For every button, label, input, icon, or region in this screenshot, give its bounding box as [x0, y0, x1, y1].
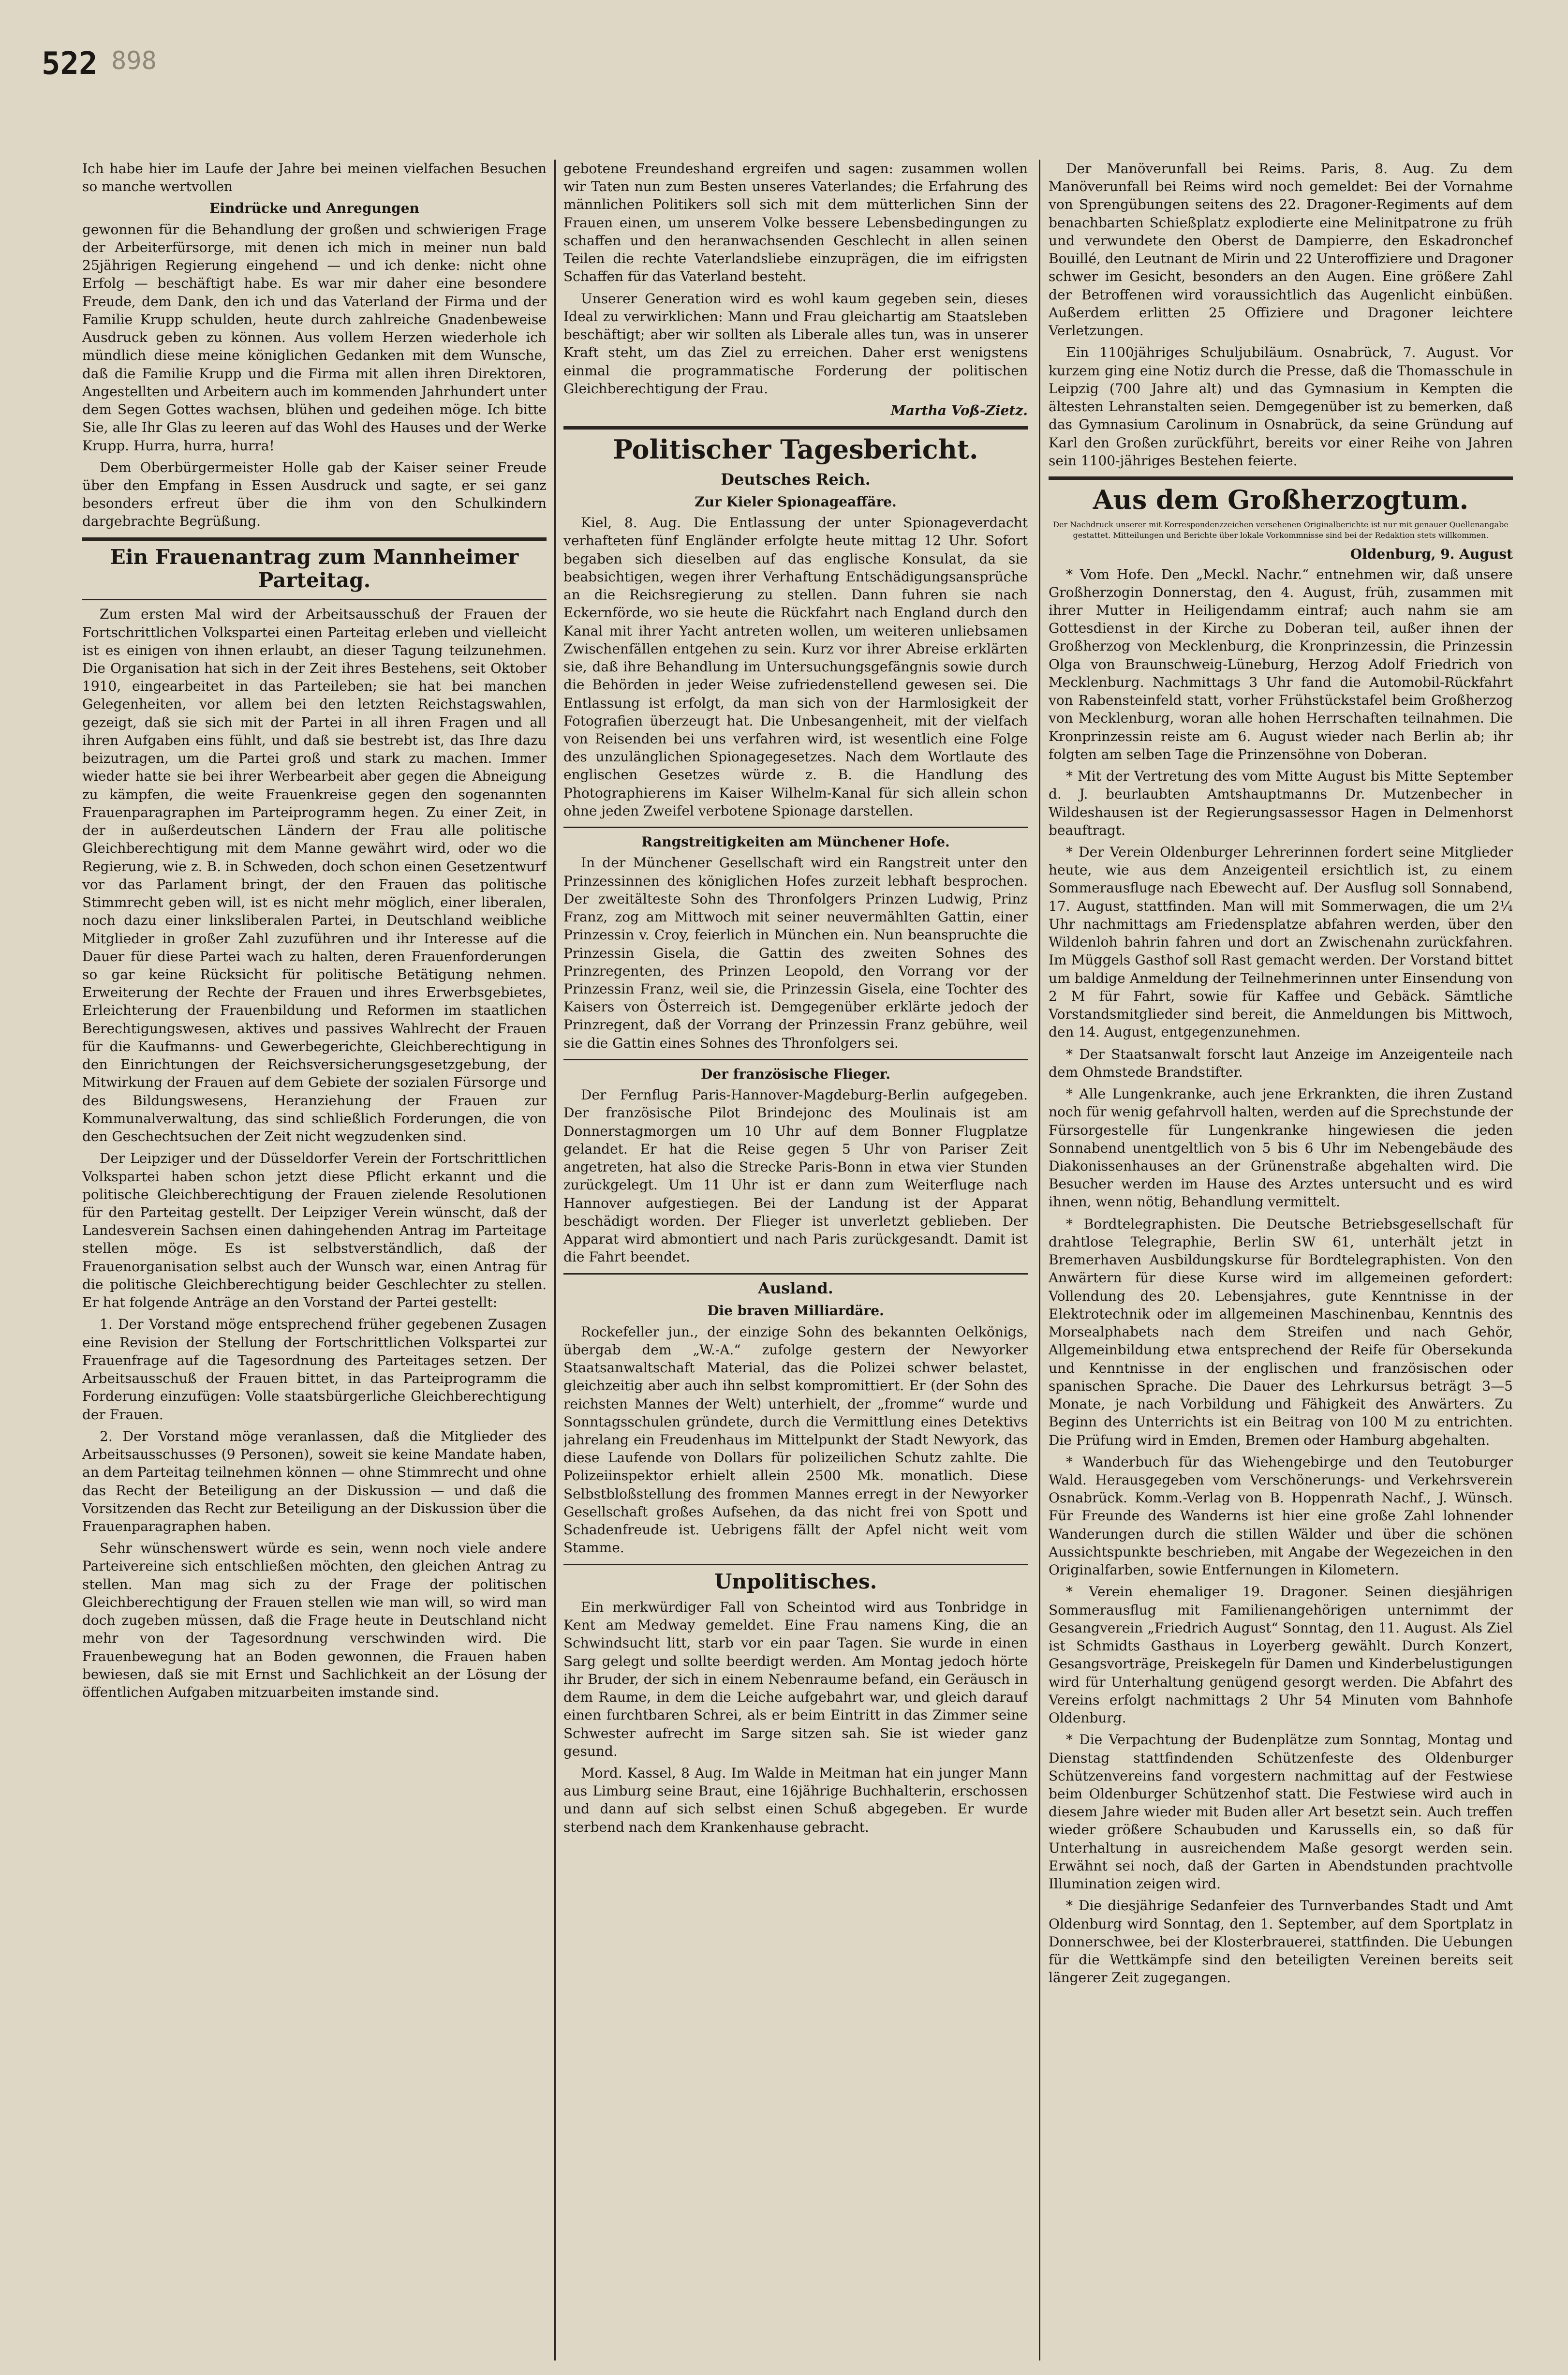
article-text: Rockefeller jun., der einzige Sohn des bekannten Oelkönigs, übergab dem „W.-A.“ zufolge gestern der Newyorker Staatsanwaltschaft Material, das die Polizei schwer belastet, gleichzeitig aber auch ihn selbst kompromittiert. Er (der Sohn des reichsten Mannes der Welt) unterhielt, der „fromme“ wurde und Sonntagsschulen gründete, durch die Vermittlung eines Detektivs jahrelang ein Freudenhaus im Mittelpunkt der Stadt Newyork, das diese Laufende von Dollars für polizeilichen Schutz zahlte. Die Polizeiinspektor erhielt allein 2500 Mk. monatlich. Diese Selbstbloßstellung des frommen Mannes erregt in der Newyorker Gesellschaft großes Aufsehen, da das nicht frei von Spott und Schadenfreude ist. Uebrigens fällt der Apfel nicht weit vom Stamme. — [563, 1323, 1028, 1556]
item-heading: Zur Kieler Spionageaffäre. — [695, 493, 897, 510]
divider — [563, 1273, 1028, 1275]
article-text: Der Fernflug Paris-Hannover-Magdeburg-Berlin aufgegeben. Der französische Pilot Brindejonc des Moulinais ist am Donnerstagmorgen um 10 Uhr auf dem Bonner Flugplatze gelandet. Er hat die Reise gegen 5 Uhr von Pariser Zeit angetreten, hat also die Strecke Paris-Bonn in etwa vier Stunden zurückgelegt. Um 11 Uhr ist er dann zum Weiterfluge nach Hannover aufgestiegen. Bei der Landung ist der Apparat beschädigt worden. Der Flieger ist unverletzt geblieben. Der Apparat wird abmontiert und nach Paris zurückgesandt. Damit ist die Fahrt beendet. — [563, 1087, 1028, 1265]
divider — [563, 1564, 1028, 1565]
section-headline: Politischer Tagesbericht. — [613, 434, 978, 465]
divider — [563, 1059, 1028, 1060]
article-text: 1. Der Vorstand möge entsprechend früher gegebenen Zusagen eine Revision der Stellung der Fortschrittlichen Volkspartei zur Frauenfrage auf die Tagesordnung des Parteitages setzen. Der Arbeitsausschuß der Frauen bittet, in das Parteiprogramm die Forderung einzufügen: Volle staatsbürgerliche Gleichberechtigung der Frauen. — [82, 1316, 547, 1423]
news-item: * Die Verpachtung der Budenplätze zum Sonntag, Montag und Dienstag stattfindenden Schützenfeste des Oldenburger Schützenvereins fand vorgestern nachmittag auf der Festwiese beim Oldenburger Schützenhof statt. Die Festwiese wird auch in diesem Jahre wieder mit Buden aller Art besetzt sein. Auch treffen wieder größere Schaubuden und Karussells ein, so daß für Unterhaltung in ausreichendem Maße gesorgt werden sein. Erwähnt sei noch, daß der Garten in Abendstunden prachtvolle Illumination zeigen wird. — [1049, 1732, 1513, 1892]
news-item: * Alle Lungenkranke, auch jene Erkrankten, die ihren Zustand noch für wenig gefahrvoll halten, werden auf die Sprechstunde der Fürsorgestelle für Lungenkranke hingewiesen die jeden Sonnabend unentgeltlich von 5 bis 6 Uhr im Nebengebäude des Diakonissenhauses an der Grünenstraße abgehalten wird. Die Besucher werden im Hause des Arztes untersucht und es wird ihnen, wenn nötig, Behandlung vermittelt. — [1049, 1086, 1513, 1210]
column-2 — [563, 160, 1028, 2365]
news-item: * Der Verein Oldenburger Lehrerinnen fordert seine Mitglieder heute, wie aus dem Anzeigenteil ersichtlich ist, zu einem Sommerausfluge nach Ebewecht auf. Der Ausflug soll Sonnabend, 17. August, stattfinden. Man will mit Sommerwagen, die um 2¼ Uhr nachmittags am Friedensplatze abfahren werden, über den Wildenloh bahrin fahren und dort an Zwischenahn zurückfahren. Im Müggels Gasthof soll Rast gemacht werden. Der Vorstand bittet um baldige Anmeldung der Teilnehmerinnen unter Einsendung von 2 M für Fahrt, sowie für Kaffee und Gebäck. Sämtliche Vorstandsmitglieder sind bereit, die Anmeldungen bis Mittwoch, den 14. August, entgegenzunehmen. — [1049, 844, 1513, 1040]
reprint-note: Der Nachdruck unserer mit Korrespondenzzeichen versehenen Originalberichte ist nur mit genauer Quellenangabe gestattet. Mitteilungen und Berichte über lokale Vorkommnisse sind bei der Redaktion stets willkommen. — [1053, 520, 1509, 540]
article-text: Ich habe hier im Laufe der Jahre bei meinen vielfachen Besuchen so manche wertvollen — [82, 161, 547, 195]
article-text: Kiel, 8. Aug. Die Entlassung der unter Spionageverdacht verhafteten fünf Engländer erfolgte heute mittag 12 Uhr. Sofort begaben sich dieselben auf das englische Konsulat, da sie beabsichtigen, wegen ihrer Verhaftung Entschädigungsansprüche an die Reichsregierung zu stellen. Dann fuhren sie nach Eckernförde, wo sie heute die Rückfahrt nach England durch den Kanal mit ihrer Yacht antreten wollen, um weiteren unliebsamen Zwischenfällen entgehen zu sein. Kurz vor ihrer Abreise erklärten sie, daß ihre Behandlung im Untersuchungsgefängnis sowie durch die Behörden in jeder Weise zufriedenstellend gewesen sei. Die Entlassung ist erfolgt, da man sich von der Harmlosigkeit der Fotografien überzeugt hat. Die Unbesangenheit, mit der vielfach von Reisenden bei uns verfahren wird, ist wesentlich eine Folge des unzulänglichen Spionagegesetzes. Nach dem Wortlaute des englischen Gesetzes würde z. B. die Handlung des Photographierens im Kaiser Wilhelm-Kanal für sich allein schon ohne jeden Zweifel verbotene Spionage darstellen. — [563, 515, 1028, 819]
column-rule — [554, 160, 556, 2360]
section-headline: Ausland. — [758, 1278, 833, 1297]
news-item: * Der Staatsanwalt forscht laut Anzeige im Anzeigenteile nach dem Ohmstede Brandstifter. — [1049, 1046, 1513, 1080]
section-subheading: Deutsches Reich. — [721, 470, 871, 489]
section-headline: Aus dem Großherzogtum. — [1093, 484, 1469, 515]
article-text: Unserer Generation wird es wohl kaum gegeben sein, dieses Ideal zu verwirklichen: Mann und Frau gleichartig am Staatsleben beschäftigt; aber wir sollten als Liberale alles tun, was in unserer Kraft steht, um das Ziel zu erreichen. Daher erst wenigstens einmal die programmatische Forderung der politischen Gleichberechtigung der Frau. — [563, 290, 1028, 397]
article-text: Ein 1100jähriges Schuljubiläum. Osnabrück, 7. August. Vor kurzem ging eine Notiz durch die Presse, daß die Thomasschule in Leipzig (700 Jahre alt) und das Gymnasium in Kempten die ältesten Lehranstalten seien. Demgegenüber ist zu bemerken, daß das Gymnasium Carolinum in Osnabrück, da seine Gründung auf Karl den Großen zurückführt, bereits vor einer Reihe von Jahren sein 1100-jähriges Bestehen feierte. — [1049, 344, 1513, 469]
author-signature: Martha Voß-Zietz. — [890, 402, 1028, 419]
news-item: * Verein ehemaliger 19. Dragoner. Seinen diesjährigen Sommerausflug mit Familienangehörigen unternimmt der Gesangverein „Friedrich August“ Sonntag, den 11. August. Als Ziel ist Schmidts Gasthaus in Loyerberg gewählt. Durch Konzert, Gesangsvorträge, Preiskegeln für Damen und Kinderbelustigungen wird für Unterhaltung genügend gesorgt werden. Die Abfahrt des Vereins erfolgt nachmittags 2 Uhr 54 Minuten vom Bahnhofe Oldenburg. — [1049, 1584, 1513, 1726]
article-text: Der Manöverunfall bei Reims. Paris, 8. Aug. Zu dem Manöverunfall bei Reims wird noch gemeldet: Bei der Vornahme von Sprengübungen seitens des 22. Dragoner-Regiments auf dem benachbarten Schießplatz explodierte eine Melinitpatrone zu früh und verwundete den Oberst de Dampierre, den Eskadronchef Bouillé, den Leutnant de Mirin und 22 Unteroffiziere und Dragoner schwer im Gesicht, besonders an den Augen. Eine größere Zahl der Betroffenen wird voraussichtlich das Augenlicht einbüßen. Außerdem erlitten 25 Offiziere und Dragoner leichtere Verletzungen. — [1049, 161, 1513, 339]
item-heading: Die braven Milliardäre. — [707, 1303, 884, 1319]
article-text: Der Leipziger und der Düsseldorfer Verein der Fortschrittlichen Volkspartei haben schon jetzt diese Pflicht erkannt und die politische Gleichberechtigung der Frauen zielende Resolutionen für den Parteitag gestellt. Der Leipziger Verein wünscht, daß der Landesverein Sachsen einen dahingehenden Antrag im Parteitage stellen möge. Es ist selbstverständlich, daß der Frauenorganisation selbst auch der Wunsch war, einen Antrag für die politische Gleichberechtigung beider Geschlechter zu stellen. Er hat folgende Anträge an den Vorstand der Partei gestellt: — [82, 1150, 547, 1311]
article-text: Mord. Kassel, 8 Aug. Im Walde in Meitman hat ein junger Mann aus Limburg seine Braut, eine 16jährige Buchhalterin, erschossen und dann auf sich selbst einen Schuß abgegeben. Er wurde sterbend nach dem Krankenhause gebracht. — [563, 1765, 1028, 1835]
divider — [563, 827, 1028, 828]
article-text: 2. Der Vorstand möge veranlassen, daß die Mitglieder des Arbeitsausschusses (9 Personen), soweit sie keine Mandate haben, an dem Parteitag teilnehmen können — ohne Stimmrecht und ohne das Recht der Beteiligung an der Diskussion — und daß die Vorsitzenden das Recht zur Beteiligung an der Diskussion über die Frauenparagraphen haben. — [82, 1428, 547, 1534]
column-1 — [82, 160, 547, 2365]
dateline: Oldenburg, 9. August — [1350, 546, 1513, 563]
news-item: * Die diesjährige Sedanfeier des Turnverbandes Stadt und Amt Oldenburg wird Sonntag, den 1. September, auf dem Sportplatz in Donnerschwee, bei der Klosterbrauerei, stattfinden. Die Uebungen für die Wettkämpfe sind den beteiligten Vereinen bereits seit längerer Zeit zugegangen. — [1049, 1898, 1513, 1986]
news-item: * Bordtelegraphisten. Die Deutsche Betriebsgesellschaft für drahtlose Telegraphie, Berlin SW 61, unterhält jetzt in Bremerhaven Ausbildungskurse für Bordtelegraphisten. Von den Anwärtern für diese Kurse wird im allgemeinen gefordert: Vollendung des 20. Lebensjahres, gute Kenntnisse in der Elektrotechnik oder im allgemeinen Maschinenbau, Kenntnis des Morsealphabets nach dem Streifen und nach Gehör, Allgemeinbildung etwa entsprechend der Reife für Obersekunda und Kenntnisse in der englischen und französischen oder spanischen Sprache. Die Dauer des Lehrkursus beträgt 3—5 Monate, je nach Vorbildung und Fähigkeit des Anwärters. Zu Beginn des Unterrichts ist ein Beitrag von 100 M zu entrichten. Die Prüfung wird in Emden, Bremen oder Hamburg abgehalten. — [1049, 1216, 1513, 1448]
divider — [1049, 476, 1513, 480]
column-3 — [1049, 160, 1513, 2365]
article-text: gebotene Freundeshand ergreifen und sagen: zusammen wollen wir Taten nun zum Besten unseres Vaterlandes; die Erfahrung des männlichen Politikers soll sich mit dem mütterlichen Sinn der Frauen einen, um unserem Volke bessere Lebensbedingungen zu schaffen und den heranwachsenden Geschlecht in allen seinen Teilen die rechte Vaterlandsliebe einzuprägen, die im eifrigsten Schaffen für das Vaterland besteht. — [563, 161, 1028, 285]
article-text: gewonnen für die Behandlung der großen und schwierigen Frage der Arbeiterfürsorge, mit denen ich mich in meiner nun bald 25jährigen Regierung eingehend — und ich denke: nicht ohne Erfolg — beschäftigt habe. Es war mir daher eine besondere Freude, dem Dank, den ich und das Vaterland der Firma und der Familie Krupp schulden, heute durch zahlreiche Gnadenbeweise Ausdruck geben zu können. Aus vollem Herzen wiederhole ich mündlich diese meine königlichen Gedanken mit dem Wunsche, daß die Familie Krupp und die Firma mit allen ihren Direktoren, Angestellten und Arbeitern auch im kommenden Jahrhundert unter dem Segen Gottes wachsen, blühen und gedeihen möge. Ich bitte Sie, alle Ihr Glas zu leeren auf das Wohl des Hauses und der Werke Krupp. Hurra, hurra, hurra! — [82, 221, 547, 454]
article-headline: Ein Frauenantrag zum Mannheimer Parteitag. — [110, 545, 519, 592]
divider — [82, 537, 547, 541]
news-item: * Wanderbuch für das Wiehengebirge und den Teutoburger Wald. Herausgegeben vom Verschönerungs- und Verkehrsverein Osnabrück. Komm.-Verlag von B. Hoppenrath Nachf., J. Wünsch. Für Freunde des Wanderns ist hier eine große Zahl lohnender Wanderungen durch die stillen Wälder und über die schönen Aussichtspunkte beschrieben, mit Angabe der Wegezeichen in den Originalfarben, sowie Entfernungen in Kilometern. — [1049, 1454, 1513, 1578]
article-text: Ein merkwürdiger Fall von Scheintod wird aus Tonbridge in Kent am Medway gemeldet. Eine Frau namens King, die an Schwindsucht litt, starb vor ein paar Tagen. Sie wurde in einen Sarg gelegt und sollte beerdigt werden. Am Montag jedoch hörte ihr Bruder, der sich in einem Nebenraume befand, ein Geräusch in dem Raume, in dem die Leiche aufgebahrt war, und gleich darauf einen furchtbaren Schrei, als er beim Eintritt in das Zimmer seine Schwester aufrecht im Sarge sitzen sah. Sie ist wieder ganz gesund. — [563, 1599, 1028, 1759]
section-subheading: Eindrücke und Anregungen — [209, 200, 419, 217]
item-heading: Rangstreitigkeiten am Münchener Hofe. — [641, 834, 950, 850]
news-item: * Mit der Vertretung des vom Mitte August bis Mitte September d. J. beurlaubten Amtshauptmanns Dr. Mutzenbecher in Wildeshausen ist der Regierungsassessor Hagen in Delmenhorst beauftragt. — [1049, 768, 1513, 838]
divider — [82, 599, 547, 600]
column-rule — [1039, 160, 1040, 2360]
article-text: In der Münchener Gesellschaft wird ein Rangstreit unter den Prinzessinnen des königlichen Hofes zurzeit lebhaft besprochen. Der zweitälteste Sohn des Thronfolgers Prinzen Ludwig, Prinz Franz, zog am Mittwoch mit seiner neuvermählten Gattin, einer Prinzessin v. Croy, feierlich in München ein. Nun beanspruchte die Prinzessin Gisela, die Gattin des zweiten Sohnes des Prinzregenten, des Prinzen Leopold, den Vorrang vor der Prinzessin Franz, weil sie, die Prinzessin Gisela, eine Tochter des Kaisers von Österreich ist. Demgegenüber erklärte jedoch der Prinzregent, daß der Vorrang der Prinzessin Franz gebühre, weil sie die Gattin eines Sohnes des Thronfolgers sei. — [563, 855, 1028, 1051]
article-text: Sehr wünschenswert würde es sein, wenn noch viele andere Parteivereine sich entschließen möchten, den gleichen Antrag zu stellen. Man mag sich zu der Frage der politischen Gleichberechtigung der Frauen stellen wie man will, so wird man doch zugeben müssen, daß die Frage heute in Deutschland nicht mehr von der Tagesordnung verschwinden wird. Die Frauenbewegung hat an Boden gewonnen, die Frauen haben bewiesen, daß sie mit Ernst und Sachlichkeit an der Lösung der öffentlichen Aufgaben mitzuarbeiten imstande sind. — [82, 1540, 547, 1701]
article-text: Dem Oberbürgermeister Holle gab der Kaiser seiner Freude über den Empfang in Essen Ausdruck und sagte, er sei ganz besonders erfreut über die ihm von den Schulkindern dargebrachte Begrüßung. — [82, 459, 547, 530]
article-text: Zum ersten Mal wird der Arbeitsausschuß der Frauen der Fortschrittlichen Volkspartei einen Parteitag erleben und vielleicht ist es einigen von ihnen erlaubt, an dieser Tagung teilzunehmen. Die Organisation hat sich in der Zeit ihres Bestehens, seit Oktober 1910, eingearbeitet in das Parteileben; sie hat bei manchen Gelegenheiten, vor allem bei den letzten Reichstagswahlen, gezeigt, daß sie sich mit der Partei in all ihren Fragen und all ihren Aufgaben eins fühlt, und daß sie bestrebt ist, das Ihre dazu beizutragen, um die Partei groß und stark zu machen. Immer wieder hatte sie bei ihrer Werbearbeit aber gegen die Abneigung zu kämpfen, die weite Frauenkreise gegen den sogenannten Frauenparagraphen im Parteiprogramm hegen. Zu einer Zeit, in der in außerdeutschen Ländern der Frau alle politische Gleichberechtigung mit dem Manne gewährt wird, oder wo die Regierung, wie z. B. in Schweden, doch schon einen Gesetzentwurf vor das Parlament bringt, der den Frauen das politische Stimmrecht geben will, ist es nicht mehr möglich, einer liberalen, noch dazu einer linksliberalen Partei, in Deutschland weibliche Mitglieder in großer Zahl zuzuführen und ihr Interesse auf die Dauer für diese Partei wach zu halten, deren Frauenforderungen so gar keine Rücksicht für politische Betätigung nehmen. Erweiterung der Rechte der Frauen und ihres Erwerbsgebietes, Erleichterung der Frauenbildung und Reformen im staatlichen Berechtigungswesen, aktives und passives Wahlrecht der Frauen für die Kaufmanns- und Gewerbegerichte, Gleichberechtigung in den Einrichtungen der Reichsversicherungsgesetzgebung, der Mitwirkung der Frauen auf dem Gebiete der sozialen Fürsorge und des Bildungswesens, Heranziehung der Frauen zur Kommunalverwaltung, das sind schließlich Forderungen, die von den Geschechtsuchen der Zeit nicht wegzudenken sind. — [82, 606, 547, 1145]
item-heading: Der französische Flieger. — [701, 1066, 890, 1082]
page-number-ghost: 898 — [111, 46, 157, 75]
page-number: 522 — [42, 46, 98, 82]
divider — [563, 426, 1028, 430]
section-headline: Unpolitisches. — [714, 1569, 877, 1593]
news-item: * Vom Hofe. Den „Meckl. Nachr.“ entnehmen wir, daß unsere Großherzogin Donnerstag, den 4. August, früh, zusammen mit ihrer Mutter in Heiligendamm eintraf; auch nahm sie am Gottesdienst in der Kirche zu Doberan teil, außer ihnen der Großherzog von Mecklenburg, die Kronprinzessin, die Prinzessin Olga von Braunschweig-Lüneburg, Herzog Adolf Friedrich von Mecklenburg. Nachmittags 3 Uhr fand die Automobil-Rückfahrt von Rabensteinfeld statt, vorher Frühstückstafel beim Großherzog von Mecklenburg, woran alle hohen Herrschaften teilnahmen. Die Kronprinzessin reiste am 6. August wieder nach Berlin ab; ihr folgten am selben Tage die Prinzensöhne von Doberan. — [1049, 566, 1513, 762]
